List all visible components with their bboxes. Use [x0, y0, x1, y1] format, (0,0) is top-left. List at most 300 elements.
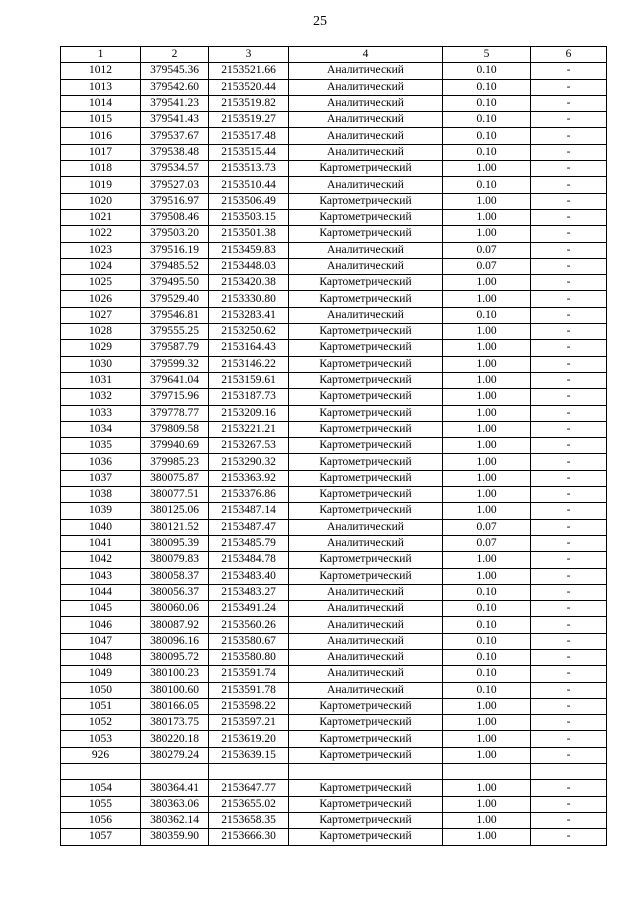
table-cell: 1028	[61, 324, 141, 340]
table-cell: 2153517.48	[209, 128, 289, 144]
table-cell: 1013	[61, 79, 141, 95]
table-cell: -	[531, 128, 607, 144]
table-cell: 380220.18	[141, 731, 209, 747]
table-cell: 1052	[61, 715, 141, 731]
table-row	[61, 324, 607, 340]
table-cell: Картометрический	[289, 698, 443, 714]
table-cell: 1055	[61, 796, 141, 812]
table-cell: 1.00	[443, 780, 531, 796]
table-cell: 380060.06	[141, 601, 209, 617]
table-cell: 2153483.27	[209, 584, 289, 600]
table-cell: 0.10	[443, 112, 531, 128]
table-cell: Аналитический	[289, 177, 443, 193]
table-cell: 2153519.82	[209, 95, 289, 111]
table-cell: Картометрический	[289, 470, 443, 486]
column-header: 6	[531, 47, 607, 63]
table-row	[61, 503, 607, 519]
table-body	[61, 63, 607, 845]
page-number: 25	[313, 14, 327, 29]
table-cell: 2153519.27	[209, 112, 289, 128]
table-cell: 926	[61, 747, 141, 763]
table-cell: 1057	[61, 829, 141, 845]
table-cell: 1.00	[443, 340, 531, 356]
table-cell: Картометрический	[289, 421, 443, 437]
table-row	[61, 682, 607, 698]
table-cell: 379537.67	[141, 128, 209, 144]
table-cell: -	[531, 193, 607, 209]
table-cell: -	[531, 601, 607, 617]
table-cell: 2153506.49	[209, 193, 289, 209]
table-row	[61, 666, 607, 682]
table-cell: 2153459.83	[209, 242, 289, 258]
table-cell: -	[531, 63, 607, 79]
table-cell: 1.00	[443, 698, 531, 714]
table-row	[61, 112, 607, 128]
table-row	[61, 715, 607, 731]
table-cell: 2153520.44	[209, 79, 289, 95]
column-header: 5	[443, 47, 531, 63]
table-cell: 2153658.35	[209, 812, 289, 828]
table-row	[61, 372, 607, 388]
table-cell	[443, 764, 531, 780]
table-cell: Картометрический	[289, 372, 443, 388]
table-row	[61, 519, 607, 535]
table-cell: -	[531, 535, 607, 551]
table-cell: 1056	[61, 812, 141, 828]
table-cell: Картометрический	[289, 324, 443, 340]
table-cell: 380359.90	[141, 829, 209, 845]
table-row	[61, 731, 607, 747]
table-cell: 0.10	[443, 177, 531, 193]
table-cell: 2153221.21	[209, 421, 289, 437]
table-row	[61, 812, 607, 828]
table-cell: Аналитический	[289, 79, 443, 95]
table-cell: 2153647.77	[209, 780, 289, 796]
column-header: 1	[61, 47, 141, 63]
table-cell: 1.00	[443, 829, 531, 845]
table-cell: 1012	[61, 63, 141, 79]
table-row	[61, 79, 607, 95]
table-cell: 2153146.22	[209, 356, 289, 372]
table-cell: 1030	[61, 356, 141, 372]
table-cell: 1.00	[443, 421, 531, 437]
table-cell: -	[531, 715, 607, 731]
table-cell: Аналитический	[289, 112, 443, 128]
table-cell: 1037	[61, 470, 141, 486]
table-row	[61, 209, 607, 225]
table-cell: 2153483.40	[209, 568, 289, 584]
table-cell: 2153591.74	[209, 666, 289, 682]
table-cell: 1.00	[443, 715, 531, 731]
table-cell: 379529.40	[141, 291, 209, 307]
table-cell: -	[531, 487, 607, 503]
table-cell: 2153159.61	[209, 372, 289, 388]
table-cell: 379508.46	[141, 209, 209, 225]
table-row	[61, 584, 607, 600]
table-cell: 2153515.44	[209, 144, 289, 160]
table-cell: 1015	[61, 112, 141, 128]
table-cell: -	[531, 503, 607, 519]
table-cell: 2153521.66	[209, 63, 289, 79]
table-row	[61, 552, 607, 568]
table-row	[61, 780, 607, 796]
table-cell: Аналитический	[289, 649, 443, 665]
table-row	[61, 340, 607, 356]
table-cell: -	[531, 95, 607, 111]
table-cell: 2153655.02	[209, 796, 289, 812]
table-cell: Картометрический	[289, 568, 443, 584]
table-cell: Картометрический	[289, 356, 443, 372]
table-cell: 2153619.20	[209, 731, 289, 747]
table-cell: 1.00	[443, 796, 531, 812]
table-cell: Аналитический	[289, 601, 443, 617]
table-cell: Картометрический	[289, 226, 443, 242]
table-cell: Аналитический	[289, 144, 443, 160]
table-cell: Картометрический	[289, 389, 443, 405]
table-cell: 1.00	[443, 812, 531, 828]
table-cell: 0.10	[443, 128, 531, 144]
table-cell: 380125.06	[141, 503, 209, 519]
table-cell: 1048	[61, 649, 141, 665]
table-cell: 380100.23	[141, 666, 209, 682]
table-cell: 379538.48	[141, 144, 209, 160]
table-cell: -	[531, 438, 607, 454]
table-cell: 1039	[61, 503, 141, 519]
table-cell: 0.10	[443, 649, 531, 665]
table-cell: 1.00	[443, 503, 531, 519]
table-row	[61, 454, 607, 470]
table-cell: -	[531, 731, 607, 747]
table-cell: 2153187.73	[209, 389, 289, 405]
table-cell: 2153363.92	[209, 470, 289, 486]
table-row	[61, 633, 607, 649]
table-cell: 1.00	[443, 193, 531, 209]
table-cell: -	[531, 356, 607, 372]
table-cell: 380077.51	[141, 487, 209, 503]
table-cell: -	[531, 144, 607, 160]
table-cell: Картометрический	[289, 812, 443, 828]
table-cell: 0.10	[443, 307, 531, 323]
table-cell: 2153491.24	[209, 601, 289, 617]
table-cell: Аналитический	[289, 617, 443, 633]
table-row	[61, 389, 607, 405]
table-cell: Картометрический	[289, 454, 443, 470]
table-cell: 1029	[61, 340, 141, 356]
table-cell: 1042	[61, 552, 141, 568]
table-cell: 1.00	[443, 161, 531, 177]
table-cell: 1023	[61, 242, 141, 258]
table-cell: 2153598.22	[209, 698, 289, 714]
table-cell: -	[531, 209, 607, 225]
table-cell: 2153376.86	[209, 487, 289, 503]
table-cell: 1.00	[443, 389, 531, 405]
table-cell: 0.07	[443, 258, 531, 274]
table-cell: 1017	[61, 144, 141, 160]
table-cell: -	[531, 568, 607, 584]
table-cell: 1.00	[443, 209, 531, 225]
table-cell: 0.07	[443, 519, 531, 535]
table-cell: 379527.03	[141, 177, 209, 193]
table-row	[61, 764, 607, 780]
table-cell: 379641.04	[141, 372, 209, 388]
table-row	[61, 649, 607, 665]
table-row	[61, 601, 607, 617]
table-cell: 1050	[61, 682, 141, 698]
table-cell: -	[531, 812, 607, 828]
table-cell: 1.00	[443, 324, 531, 340]
table-cell: 0.07	[443, 242, 531, 258]
table-cell: 379985.23	[141, 454, 209, 470]
table-cell: 1051	[61, 698, 141, 714]
table-cell: 2153487.14	[209, 503, 289, 519]
table-cell: 2153513.73	[209, 161, 289, 177]
table-cell: Аналитический	[289, 63, 443, 79]
table-cell: -	[531, 340, 607, 356]
table-cell: -	[531, 161, 607, 177]
table-row	[61, 275, 607, 291]
table-cell: 380279.24	[141, 747, 209, 763]
coordinates-table	[60, 46, 607, 846]
table-cell: 0.10	[443, 617, 531, 633]
table-cell: -	[531, 275, 607, 291]
table-row	[61, 487, 607, 503]
table-cell: -	[531, 405, 607, 421]
table-row	[61, 796, 607, 812]
table-cell: 1.00	[443, 552, 531, 568]
table-cell: 380075.87	[141, 470, 209, 486]
table-cell: 1024	[61, 258, 141, 274]
table-cell: 1016	[61, 128, 141, 144]
table-cell: Аналитический	[289, 128, 443, 144]
table-cell: -	[531, 666, 607, 682]
table-cell: 379587.79	[141, 340, 209, 356]
table-cell: -	[531, 112, 607, 128]
table-cell: Картометрический	[289, 487, 443, 503]
table-row	[61, 63, 607, 79]
table-cell: 2153283.41	[209, 307, 289, 323]
table-cell: -	[531, 682, 607, 698]
table-cell: -	[531, 389, 607, 405]
table-cell: 379715.96	[141, 389, 209, 405]
table-cell	[61, 764, 141, 780]
table-cell: -	[531, 633, 607, 649]
table-cell: -	[531, 519, 607, 535]
table-cell: 2153666.30	[209, 829, 289, 845]
table-cell: 1.00	[443, 470, 531, 486]
table-row	[61, 829, 607, 845]
table-cell: -	[531, 617, 607, 633]
table-row	[61, 307, 607, 323]
table-cell: 1.00	[443, 747, 531, 763]
table-cell: 0.10	[443, 584, 531, 600]
table-cell: 2153448.03	[209, 258, 289, 274]
table-cell: 1041	[61, 535, 141, 551]
table-cell: Аналитический	[289, 584, 443, 600]
table-row	[61, 95, 607, 111]
table-cell: 379534.57	[141, 161, 209, 177]
table-cell: 1018	[61, 161, 141, 177]
table-cell: Аналитический	[289, 666, 443, 682]
table-cell: Аналитический	[289, 535, 443, 551]
table-cell: 380364.41	[141, 780, 209, 796]
table-cell: 1014	[61, 95, 141, 111]
table-cell: 1047	[61, 633, 141, 649]
table-cell: 380362.14	[141, 812, 209, 828]
table-cell: Картометрический	[289, 747, 443, 763]
table-cell: Картометрический	[289, 796, 443, 812]
table-cell: Аналитический	[289, 519, 443, 535]
table-cell: 0.10	[443, 601, 531, 617]
table-cell: 0.10	[443, 633, 531, 649]
table-cell: Картометрический	[289, 161, 443, 177]
table-cell: 379541.23	[141, 95, 209, 111]
table-cell: 2153503.15	[209, 209, 289, 225]
table-cell: Картометрический	[289, 209, 443, 225]
table-cell: 0.10	[443, 666, 531, 682]
table-cell	[209, 764, 289, 780]
table-cell: 380095.39	[141, 535, 209, 551]
table-cell: 380058.37	[141, 568, 209, 584]
table-cell: 1022	[61, 226, 141, 242]
table-cell: 1035	[61, 438, 141, 454]
table-cell: 2153580.80	[209, 649, 289, 665]
table-cell: 2153487.47	[209, 519, 289, 535]
table-cell: -	[531, 796, 607, 812]
table-cell: 2153580.67	[209, 633, 289, 649]
table-cell: Картометрический	[289, 829, 443, 845]
table-cell: -	[531, 226, 607, 242]
table-cell: Картометрический	[289, 275, 443, 291]
table-cell: Картометрический	[289, 731, 443, 747]
table-cell: 379516.19	[141, 242, 209, 258]
table-cell: 0.10	[443, 79, 531, 95]
table-cell: 380095.72	[141, 649, 209, 665]
table-row	[61, 258, 607, 274]
table-cell: 1.00	[443, 275, 531, 291]
table-cell: 1036	[61, 454, 141, 470]
table-cell: Аналитический	[289, 682, 443, 698]
table-cell: 379809.58	[141, 421, 209, 437]
table-cell: 380173.75	[141, 715, 209, 731]
table-header-row	[61, 47, 607, 63]
table-cell: 379555.25	[141, 324, 209, 340]
table-row	[61, 161, 607, 177]
table-cell: Картометрический	[289, 715, 443, 731]
table-cell: Аналитический	[289, 242, 443, 258]
table-cell	[289, 764, 443, 780]
column-header: 2	[141, 47, 209, 63]
table-cell: 1054	[61, 780, 141, 796]
table-row	[61, 421, 607, 437]
table-cell: -	[531, 177, 607, 193]
table-cell: 380166.05	[141, 698, 209, 714]
table-cell: 1045	[61, 601, 141, 617]
table-cell: 1040	[61, 519, 141, 535]
table-row	[61, 128, 607, 144]
table-cell: 0.10	[443, 144, 531, 160]
table-row	[61, 242, 607, 258]
table-cell: 0.10	[443, 95, 531, 111]
table-cell: 2153484.78	[209, 552, 289, 568]
table-cell: 1038	[61, 487, 141, 503]
table-cell: -	[531, 372, 607, 388]
table-cell: 1031	[61, 372, 141, 388]
table-row	[61, 144, 607, 160]
table-cell: -	[531, 324, 607, 340]
table-cell: 2153501.38	[209, 226, 289, 242]
table-cell: 2153485.79	[209, 535, 289, 551]
table-cell: 380100.60	[141, 682, 209, 698]
table-cell: 1053	[61, 731, 141, 747]
table-cell: 0.10	[443, 63, 531, 79]
table-cell: 1046	[61, 617, 141, 633]
table-cell: Аналитический	[289, 307, 443, 323]
table-cell: 2153250.62	[209, 324, 289, 340]
table-cell: 1025	[61, 275, 141, 291]
table-cell: 379545.36	[141, 63, 209, 79]
table-cell: 2153209.16	[209, 405, 289, 421]
table-row	[61, 535, 607, 551]
table-cell: 380121.52	[141, 519, 209, 535]
table-cell: 379542.60	[141, 79, 209, 95]
table-cell: 2153290.32	[209, 454, 289, 470]
table-cell: 1043	[61, 568, 141, 584]
table-cell: -	[531, 307, 607, 323]
table-cell: -	[531, 829, 607, 845]
table-cell: 379541.43	[141, 112, 209, 128]
table-cell: 1.00	[443, 568, 531, 584]
table-cell: 1.00	[443, 731, 531, 747]
table-row	[61, 568, 607, 584]
table-cell: 1021	[61, 209, 141, 225]
table-cell: 1.00	[443, 372, 531, 388]
table-cell: -	[531, 258, 607, 274]
table-cell: Картометрический	[289, 438, 443, 454]
table-cell: 0.07	[443, 535, 531, 551]
table-cell: 380087.92	[141, 617, 209, 633]
table-cell: 2153267.53	[209, 438, 289, 454]
table-cell: -	[531, 470, 607, 486]
table-cell: 1.00	[443, 356, 531, 372]
table-cell: 1.00	[443, 405, 531, 421]
table-cell: 2153560.26	[209, 617, 289, 633]
table-cell: -	[531, 552, 607, 568]
table-cell: 2153164.43	[209, 340, 289, 356]
table-cell: 1049	[61, 666, 141, 682]
table-cell: -	[531, 242, 607, 258]
table-cell: 1.00	[443, 454, 531, 470]
table-row	[61, 405, 607, 421]
table-cell: -	[531, 698, 607, 714]
table-cell: -	[531, 291, 607, 307]
table-cell: 1.00	[443, 487, 531, 503]
table-cell: 1034	[61, 421, 141, 437]
table-cell: 1027	[61, 307, 141, 323]
table-cell: Картометрический	[289, 193, 443, 209]
table-cell: 379485.52	[141, 258, 209, 274]
table-cell: Картометрический	[289, 780, 443, 796]
table-row	[61, 438, 607, 454]
table-row	[61, 177, 607, 193]
table-cell: 380056.37	[141, 584, 209, 600]
table-cell: -	[531, 584, 607, 600]
table-cell: 2153420.38	[209, 275, 289, 291]
table-row	[61, 470, 607, 486]
table-cell: Картометрический	[289, 503, 443, 519]
table-cell: 2153591.78	[209, 682, 289, 698]
table-cell: -	[531, 454, 607, 470]
table-cell: Картометрический	[289, 291, 443, 307]
